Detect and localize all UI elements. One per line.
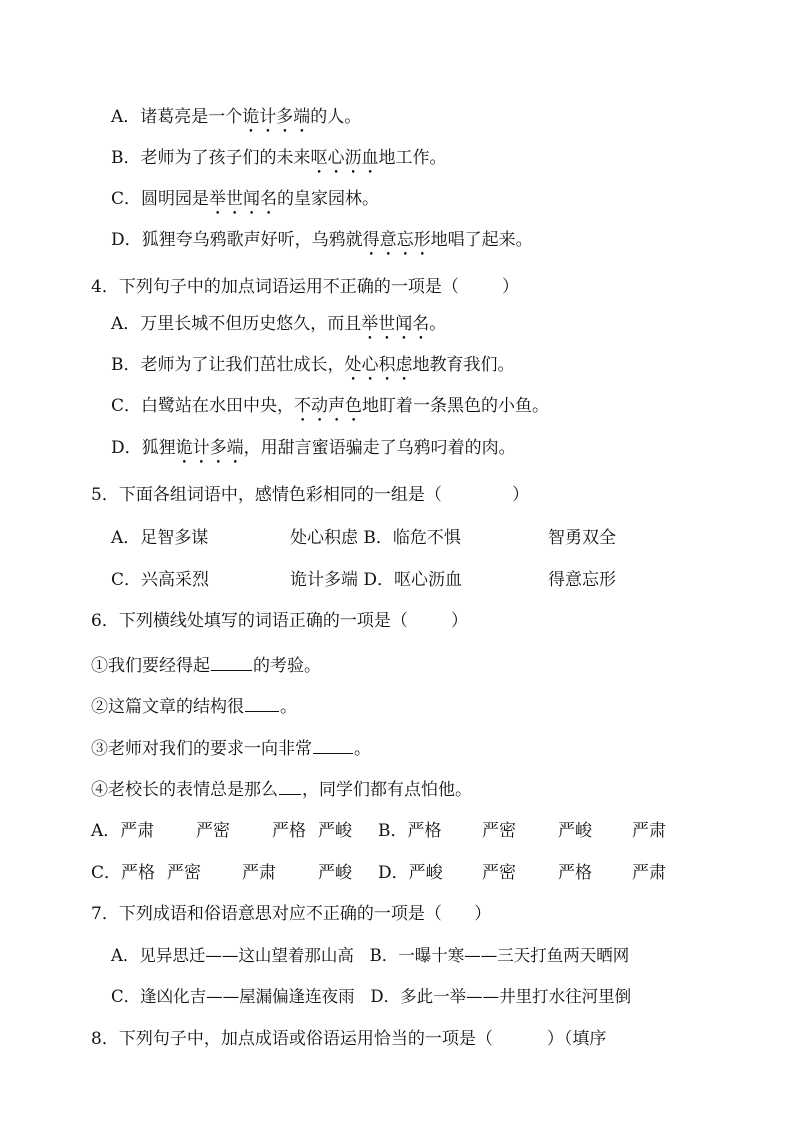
q6-option-b-4: 严肃	[632, 821, 666, 841]
option-text: C．圆明园是	[111, 189, 210, 209]
q6-option-a-3: 严格	[272, 821, 306, 841]
q3-option-b	[111, 147, 447, 178]
option-text: C．白鹭站在水田中央，	[111, 396, 295, 416]
sentence-text: 的考验。	[253, 656, 321, 676]
q6-option-d-2: 严密	[482, 863, 516, 883]
q5-row2-col1: C．兴高采烈	[111, 570, 210, 590]
q6-stem: 6．下列横线处填写的词语正确的一项是（ ）	[91, 611, 469, 631]
q6-option-b-1: B．严格	[378, 821, 442, 841]
q6-option-a-2: 严密	[196, 821, 230, 841]
sentence-text: ③老师对我们的要求一向非常	[91, 739, 312, 759]
q5-row1-col2: 处心积虑 B．临危不惧	[290, 528, 461, 548]
option-text: B．老师为了孩子们的未来	[111, 148, 311, 168]
sentence-text: ①我们要经得起	[91, 656, 210, 676]
fill-blank	[245, 694, 279, 712]
q6-option-c-2: 严密	[167, 863, 201, 883]
q6-option-d-3: 严格	[558, 863, 592, 883]
q6-sentence-2	[91, 694, 297, 718]
option-text: B．老师为了让我们茁壮成长，	[111, 355, 345, 375]
option-text: A．万里长城不但历史悠久，而且	[111, 314, 362, 334]
q3-option-c	[111, 188, 379, 219]
option-text: 地教育我们。	[412, 355, 515, 375]
option-text: 。	[429, 314, 447, 334]
q6-option-c-3: 严肃	[242, 863, 276, 883]
q5-row1-col3: 智勇双全	[548, 528, 616, 548]
q4-option-a	[111, 313, 446, 344]
dotted-phrase: 呕心沥血	[310, 148, 379, 168]
q6-sentence-4	[91, 777, 472, 801]
q3-option-a	[111, 106, 361, 137]
sentence-text: ④老校长的表情总是那么	[91, 780, 278, 800]
q8-stem: 8．下列句子中，加点成语或俗语运用恰当的一项是（ ）（填序	[91, 1029, 607, 1049]
q7-row-1: A．见异思迁——这山望着那山高 B．一曝十寒——三天打鱼两天晒网	[111, 946, 630, 965]
dotted-phrase: 诡计多端	[175, 438, 244, 458]
q5-row2-col3: 得意忘形	[548, 570, 616, 590]
dotted-phrase: 不动声色	[294, 396, 363, 416]
q5-row2-col2: 诡计多端 D．呕心沥血	[290, 570, 463, 590]
option-text: ，用甜言蜜语骗走了乌鸦叼着的肉。	[243, 438, 516, 458]
q6-option-d-1: D．严峻	[378, 863, 443, 883]
q4-stem: 4．下列句子中的加点词语运用不正确的一项是（ ）	[91, 277, 520, 297]
option-text: 地唱了起来。	[430, 230, 533, 250]
q6-option-d-4: 严肃	[632, 863, 666, 883]
q4-option-d	[111, 437, 516, 468]
sentence-text: ②这篇文章的结构很	[91, 697, 244, 717]
q6-sentence-3	[91, 736, 371, 760]
option-text: 的皇家园林。	[277, 189, 380, 209]
q7-stem: 7．下列成语和俗语意思对应不正确的一项是（ ）	[91, 904, 492, 924]
fill-blank	[313, 736, 353, 754]
option-text: D．狐狸夸乌鸦歌声好听，乌鸦就	[111, 230, 363, 250]
q6-option-a-1: A．严肃	[91, 821, 155, 841]
fill-blank	[211, 653, 252, 671]
q6-option-b-3: 严峻	[558, 821, 592, 841]
dotted-phrase: 举世闻名	[361, 314, 430, 334]
sentence-text: ，同学们都有点怕他。	[302, 780, 472, 800]
q3-option-d	[111, 229, 533, 260]
option-text: 地盯着一条黑色的小鱼。	[362, 396, 550, 416]
q6-option-b-2: 严密	[482, 821, 516, 841]
q6-option-c-1: C．严格	[91, 863, 156, 883]
sentence-text: 。	[280, 697, 297, 717]
dotted-phrase: 处心积虑	[344, 355, 413, 375]
q5-stem: 5．下面各组词语中，感情色彩相同的一组是（ ）	[91, 485, 530, 505]
option-text: 的人。	[310, 107, 362, 127]
q6-sentence-1	[91, 653, 321, 677]
option-text: 地工作。	[378, 148, 447, 168]
option-text: A．诸葛亮是一个	[111, 107, 243, 127]
dotted-phrase: 举世闻名	[209, 189, 278, 209]
q4-option-b	[111, 354, 515, 385]
q4-option-c	[111, 395, 549, 426]
option-text: D．狐狸	[111, 438, 176, 458]
sentence-text: 。	[354, 739, 371, 759]
fill-blank	[279, 777, 301, 795]
dotted-phrase: 诡计多端	[242, 107, 311, 127]
q6-option-c-4: 严峻	[318, 863, 352, 883]
q5-row1-col1: A．足智多谋	[111, 528, 209, 548]
q7-row-2: C．逢凶化吉——屋漏偏逢连夜雨 D．多此一举——井里打水往河里倒	[111, 987, 632, 1006]
q6-option-a-4: 严峻	[318, 821, 352, 841]
dotted-phrase: 得意忘形	[362, 230, 431, 250]
